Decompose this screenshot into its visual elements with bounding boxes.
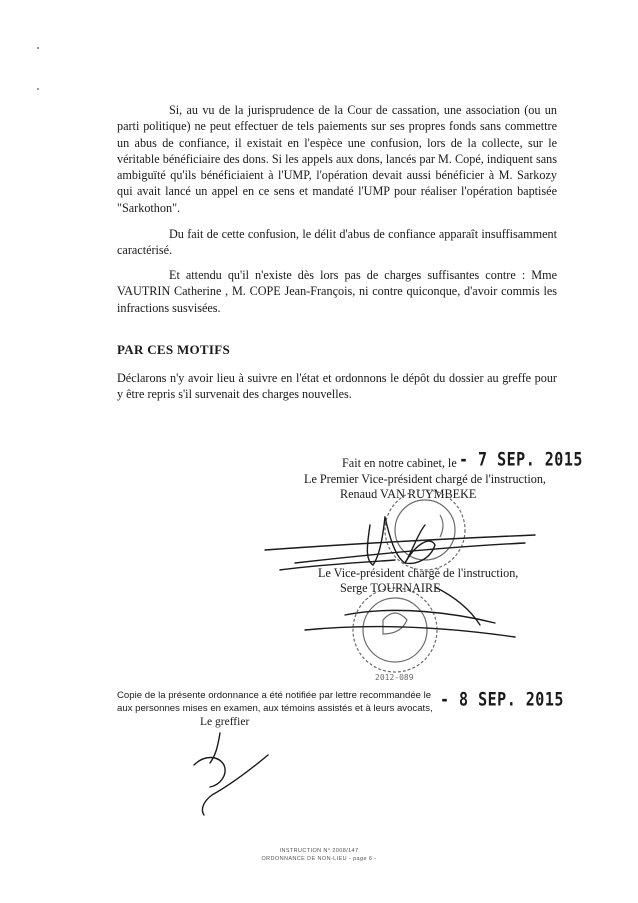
footer-line-1: INSTRUCTION N° 2008/147 (279, 848, 359, 854)
notification-text: Copie de la présente ordonnance a été notifiée par lettre recommandée le aux personnes mises en examen, aux témoins assistés et à leurs avocats, (117, 690, 433, 714)
judge2-name: Serge TOURNAIRE (340, 581, 441, 595)
date-stamp-1: - 7 SEP. 2015 (459, 447, 583, 471)
seal-number: 2012-089 (375, 673, 414, 682)
scan-speck (37, 88, 39, 90)
body-paragraph-3: Et attendu qu'il n'existe dès lors pas de charges suffisantes contre : Mme VAUTRIN Catherine , M. COPE Jean-François, ni contre quiconque, d'avoir commis les infractions susvisées. (117, 268, 557, 315)
greffier-signature (190, 725, 280, 820)
body-paragraph-1: Si, au vu de la jurisprudence de la Cour de cassation, une association (ou un parti politique) ne peut effectuer de tels paiements sur ses propres fonds sans commettre un abus de confiance, il existait en l'espèce une confusion, lors de la collecte, sur le véritable bénéficiaire des dons. Si les appels aux dons, lancés par M. Copé, indiquent sans ambiguïté qu'ils bénéficiaient à l'UMP, l'opération devait aussi bénéficier à M. Sarkozy qui avait lancé un appel en ce sens et mandaté l'UMP pour réaliser l'opération baptisée "Sarkothon". (117, 103, 557, 215)
done-at-line: Fait en notre cabinet, le (342, 456, 457, 470)
judge1-name: Renaud VAN RUYMBEKE (340, 487, 477, 501)
ruling-text: Déclarons n'y avoir lieu à suivre en l'état et ordonnons le dépôt du dossier au greffe pour y être repris s'il survenait des charges nouvelles. (117, 371, 557, 402)
ruling-heading: PAR CES MOTIFS (117, 342, 231, 357)
scan-speck (37, 47, 39, 49)
judge1-title: Le Premier Vice-président chargé de l'instruction, (304, 472, 546, 486)
footer-line-2: ORDONNANCE DE NON-LIEU - page 6 - (261, 856, 377, 862)
greffier-label: Le greffier (200, 716, 250, 728)
date-stamp-2: - 8 SEP. 2015 (440, 687, 564, 711)
body-paragraph-2: Du fait de cette confusion, le délit d'abus de confiance apparaît insuffisamment caractérisé. (117, 227, 557, 258)
judge2-title: Le Vice-président chargé de l'instruction, (318, 566, 519, 580)
